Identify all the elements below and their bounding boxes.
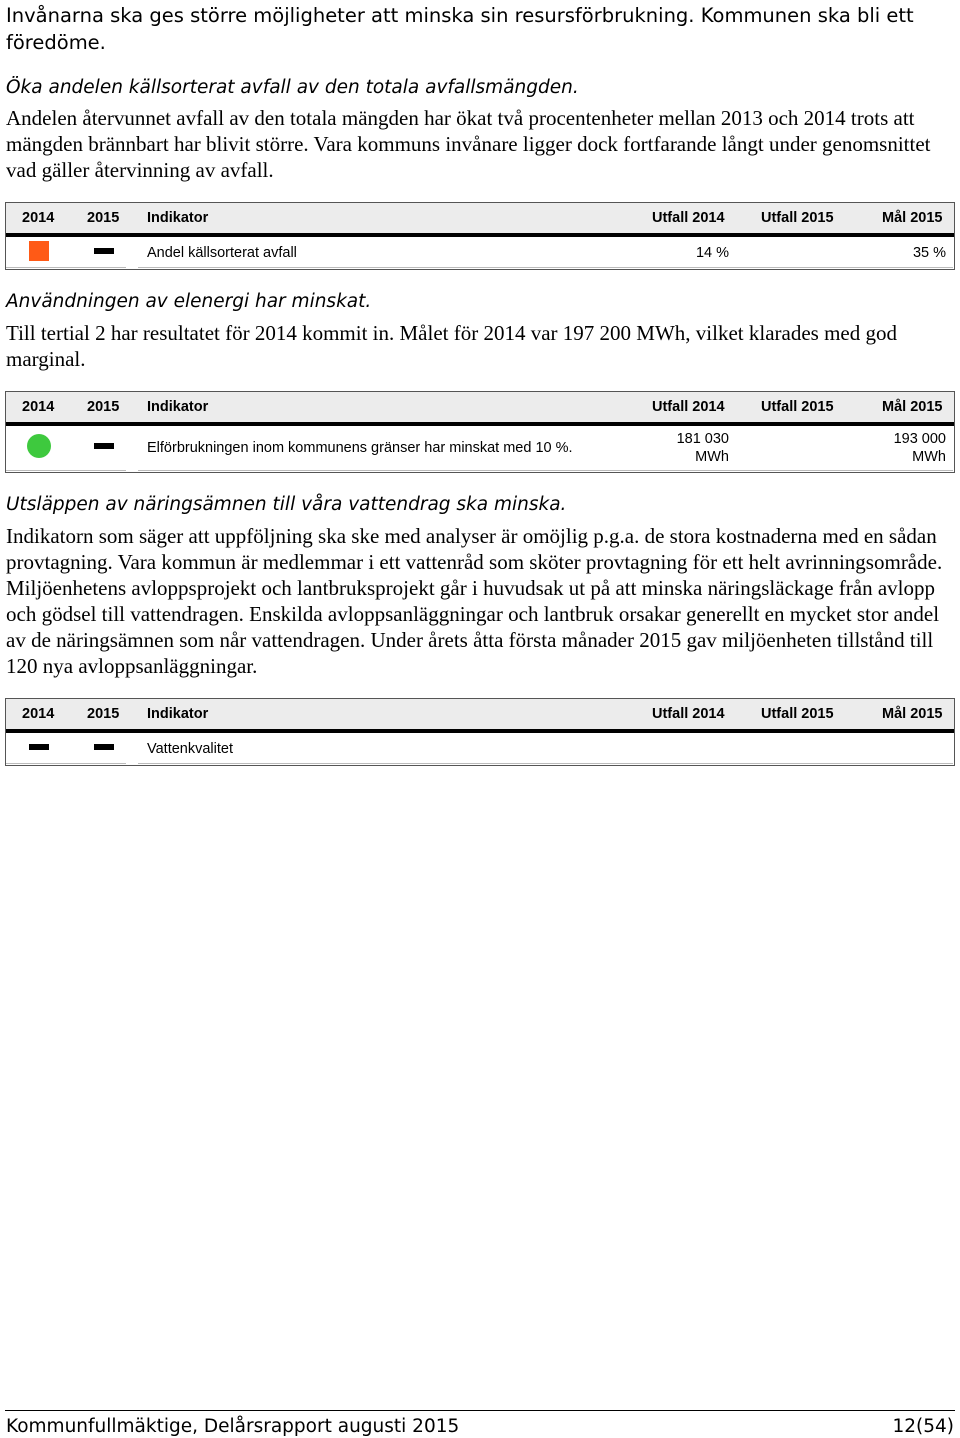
header-indikator: Indikator [147,706,209,722]
mal-2015-value: 193 000 [893,431,946,447]
header-2014: 2014 [22,706,55,722]
header-2014: 2014 [22,399,55,415]
header-mal-2015: Mål 2015 [882,210,943,226]
indicator-table-avfall [5,202,955,270]
table-header [6,699,954,733]
dash-icon [94,744,114,750]
section-title-naringsamnen: Utsläppen av näringsämnen till våra vattendrag ska minska. [6,494,567,515]
indicator-name: Vattenkvalitet [147,741,233,757]
dash-icon [94,443,114,449]
row-divider [138,470,953,471]
section-title-avfall: Öka andelen källsorterat avfall av den totala avfallsmängden. [6,77,579,98]
utfall-2014-value: 14 % [695,245,729,261]
table-header [6,392,954,426]
header-2015: 2015 [87,210,120,226]
row-divider [6,763,126,764]
intro-text: Invånarna ska ges större möjligheter att minska sin resursförbrukning. Kommunen ska bli ett föredöme. [6,4,914,54]
row-divider [138,267,953,268]
footer-title: Kommunfullmäktige, Delårsrapport augusti 2015 [6,1416,460,1437]
header-2014: 2014 [22,210,55,226]
header-indikator: Indikator [147,210,209,226]
indicator-table-vatten [5,698,955,766]
row-divider [6,470,126,471]
table-row [6,237,954,269]
header-indikator: Indikator [147,399,209,415]
mal-2015-value: 35 % [912,245,946,261]
table-row [6,426,954,472]
header-utfall-2015: Utfall 2015 [761,706,834,722]
header-utfall-2015: Utfall 2015 [761,210,834,226]
section-body-elenergi: Till tertial 2 har resultatet för 2014 kommit in. Målet för 2014 var 197 200 MWh, vilket klarades med god marginal. [6,321,897,371]
row-divider [138,763,953,764]
row-divider [6,267,126,268]
utfall-2014-value: 181 030 [676,431,729,447]
table-header [6,203,954,237]
header-utfall-2014: Utfall 2014 [652,399,725,415]
table-row [6,733,954,765]
section-body-naringsamnen: Indikatorn som säger att uppföljning ska ske med analyser är omöjlig p.g.a. de stora kostnaderna med en sådan provtagning. Vara kommun är medlemmar i ett vattenråd som sköter provtagning för ett helt avrinningsområde. Miljöenhetens avloppsprojekt och lantbruksprojekt går i huvudsak ut på att minska näringsläckage från avlopp och gödsel till vattendragen. Enskilda avloppsanläggningar och lantbruk orsakar generellt en mycket stor andel av de näringsämnen som når vattendragen. Under årets åtta första månader 2015 gav miljöenheten tillstånd till 120 nya avloppsanläggningar. [6,524,943,678]
header-2015: 2015 [87,706,120,722]
header-mal-2015: Mål 2015 [882,706,943,722]
header-utfall-2014: Utfall 2014 [652,706,725,722]
header-utfall-2015: Utfall 2015 [761,399,834,415]
orange-square-icon [29,241,49,261]
section-title-elenergi: Användningen av elenergi har minskat. [6,291,372,312]
dash-icon [94,248,114,254]
header-2015: 2015 [87,399,120,415]
dash-icon [29,744,49,750]
footer-rule [5,1410,955,1411]
mal-2015-unit: MWh [912,449,946,465]
utfall-2014-unit: MWh [695,449,729,465]
page-number: 12(54) [892,1416,954,1437]
header-mal-2015: Mål 2015 [882,399,943,415]
indicator-name: Andel källsorterat avfall [147,245,297,261]
indicator-table-elenergi [5,391,955,473]
section-body-avfall: Andelen återvunnet avfall av den totala mängden har ökat två procentenheter mellan 2013 och 2014 trots att mängden brännbart har blivit större. Vara kommuns invånare ligger dock fortfarande långt under genomsnittet vad gäller återvinning av avfall. [6,106,931,182]
green-circle-icon [27,434,51,458]
indicator-name: Elförbrukningen inom kommunens gränser har minskat med 10 %. [147,440,573,456]
header-utfall-2014: Utfall 2014 [652,210,725,226]
